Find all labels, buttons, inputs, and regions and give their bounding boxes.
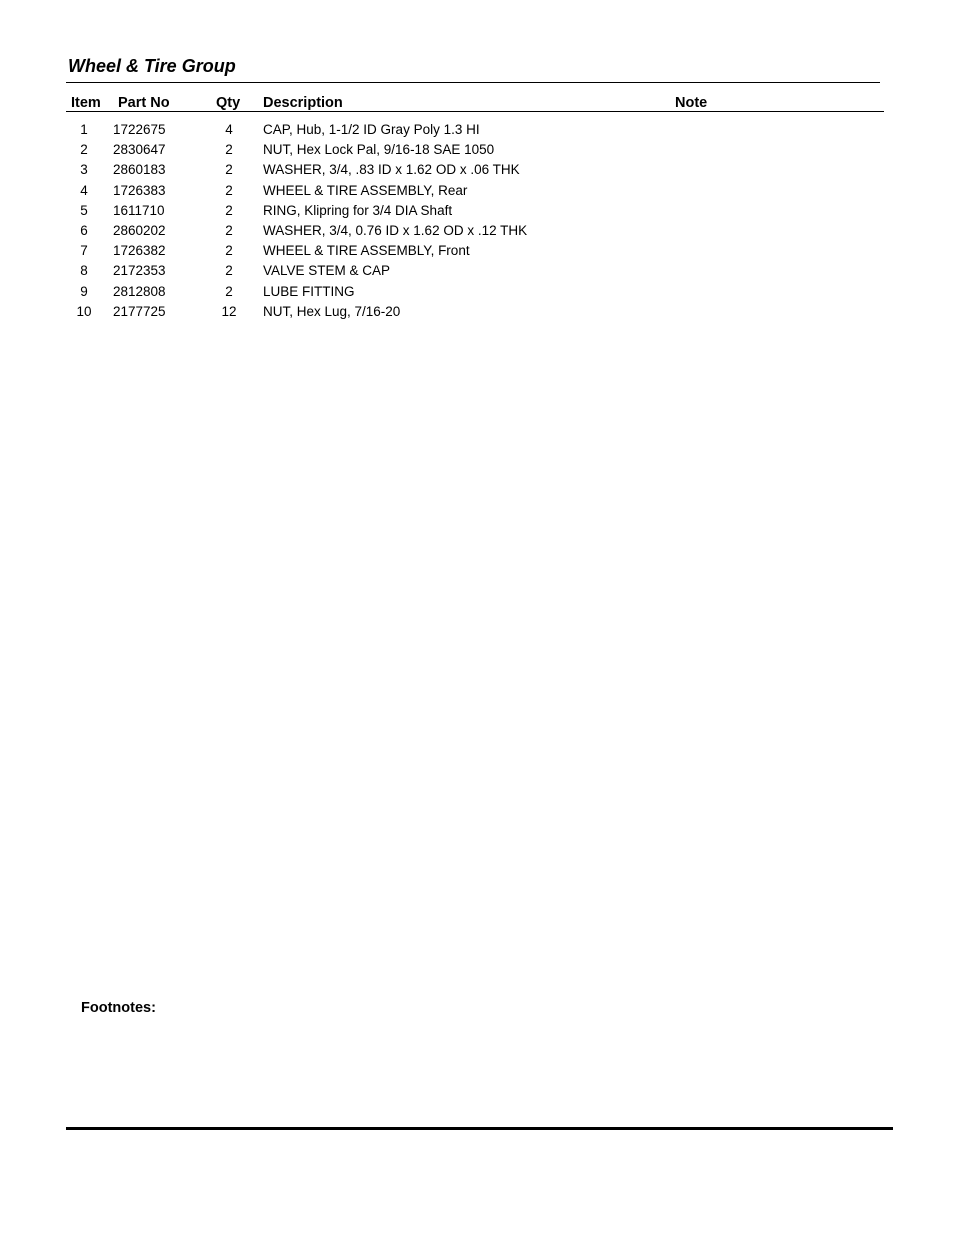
column-header-note: Note: [675, 95, 708, 111]
part-number: 2830647: [113, 142, 166, 158]
part-number: 2812808: [113, 283, 166, 299]
part-number: 2177725: [113, 303, 166, 319]
description: WHEEL & TIRE ASSEMBLY, Front: [263, 243, 470, 259]
part-number: 2860202: [113, 222, 166, 238]
item-number: 2: [80, 142, 88, 158]
table-row: [0, 182, 954, 202]
column-header-part-no: Part No: [118, 95, 170, 111]
table-row: [0, 141, 954, 161]
page-title: Wheel & Tire Group: [68, 56, 236, 76]
quantity: 2: [225, 222, 233, 238]
quantity: 2: [225, 202, 233, 218]
item-number: 3: [80, 162, 88, 178]
table-row: [0, 202, 954, 222]
footer-divider: [66, 1127, 893, 1130]
quantity: 2: [225, 283, 233, 299]
quantity: 2: [225, 142, 233, 158]
description: NUT, Hex Lug, 7/16-20: [263, 303, 401, 319]
item-number: 4: [80, 182, 88, 198]
description: RING, Klipring for 3/4 DIA Shaft: [263, 202, 453, 218]
parts-table: [0, 121, 954, 323]
description: WASHER, 3/4, 0.76 ID x 1.62 OD x .12 THK: [263, 222, 528, 238]
table-row: [0, 161, 954, 181]
item-number: 6: [80, 222, 88, 238]
table-row: [0, 262, 954, 282]
part-number: 1726382: [113, 243, 166, 259]
description: LUBE FITTING: [263, 283, 355, 299]
quantity: 2: [225, 162, 233, 178]
description: VALVE STEM & CAP: [263, 263, 391, 279]
part-number: 2172353: [113, 263, 166, 279]
column-header-qty: Qty: [216, 95, 241, 111]
item-number: 8: [80, 263, 88, 279]
title-divider: [66, 82, 880, 83]
table-row: [0, 283, 954, 303]
item-number: 1: [80, 122, 88, 137]
item-number: 7: [80, 243, 88, 259]
table-row: [0, 121, 954, 141]
item-number: 10: [76, 303, 92, 319]
header-divider: [66, 111, 884, 112]
description: CAP, Hub, 1-1/2 ID Gray Poly 1.3 HI: [263, 122, 480, 137]
footnotes-label: Footnotes:: [81, 1000, 156, 1016]
quantity: 4: [225, 122, 233, 137]
quantity: 2: [225, 243, 233, 259]
quantity: 2: [225, 263, 233, 279]
column-header-description: Description: [263, 95, 343, 111]
table-row: [0, 242, 954, 262]
quantity: 2: [225, 182, 233, 198]
table-row: [0, 222, 954, 242]
part-number: 2860183: [113, 162, 166, 178]
part-number: 1722675: [113, 122, 166, 137]
column-header-item: Item: [71, 95, 101, 111]
description: NUT, Hex Lock Pal, 9/16-18 SAE 1050: [263, 142, 495, 158]
part-number: 1611710: [113, 202, 165, 218]
item-number: 5: [80, 202, 88, 218]
item-number: 9: [80, 283, 88, 299]
part-number: 1726383: [113, 182, 166, 198]
quantity: 12: [221, 303, 237, 319]
description: WASHER, 3/4, .83 ID x 1.62 OD x .06 THK: [263, 162, 520, 178]
description: WHEEL & TIRE ASSEMBLY, Rear: [263, 182, 468, 198]
table-row: [0, 303, 954, 323]
